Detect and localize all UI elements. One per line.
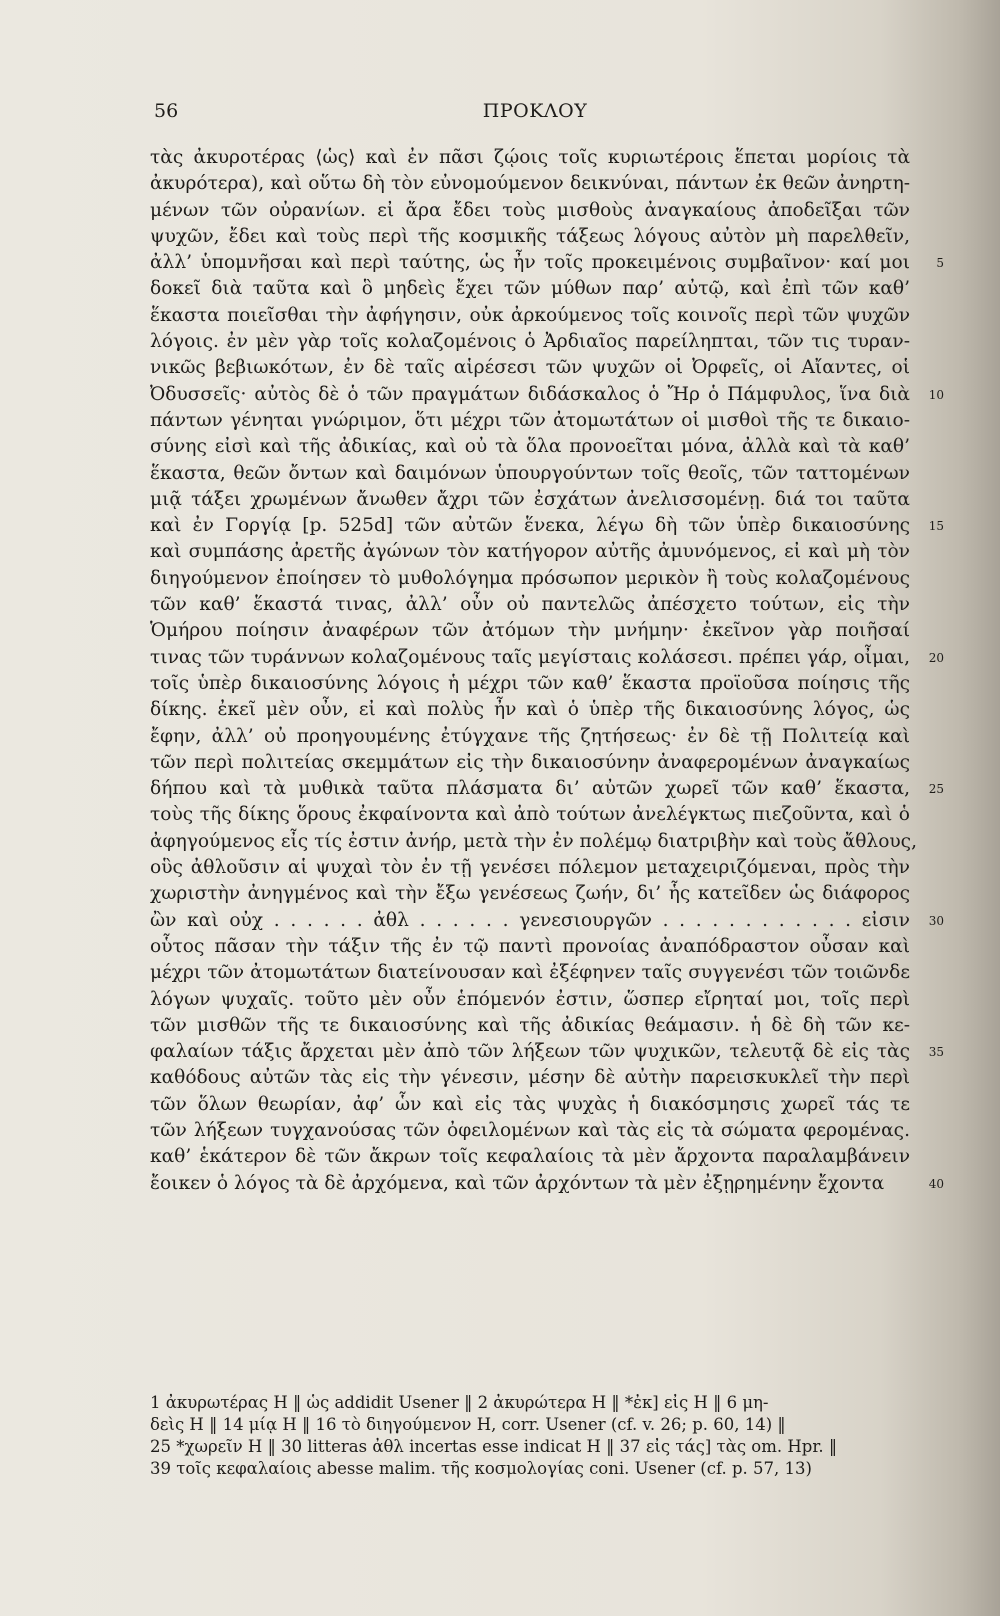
text-line: [150, 382, 944, 408]
text-line-content: δοκεῖ διὰ ταῦτα καὶ ὃ μηδεὶς ἔχει τῶν μύθων παρ’ αὐτῷ, καὶ ἐπὶ τῶν καθ’: [150, 278, 910, 300]
footnote-line: 39 τοῖς κεφαλαίοις abesse malim. τῆς κοσμολογίας coni. Usener (cf. p. 57, 13): [150, 1459, 812, 1478]
text-line: [150, 881, 910, 907]
text-line-content: τῶν περὶ πολιτείας σκεμμάτων εἰς τὴν δικαιοσύνην ἀναφερομένων ἀναγκαίως: [150, 751, 910, 773]
footnote-line: δεὶς H ‖ 14 μίᾳ H ‖ 16 τὸ διηγούμενον H, corr. Usener (cf. v. 26; p. 60, 14) ‖: [150, 1415, 786, 1434]
text-line: [150, 1065, 910, 1091]
text-line: [150, 408, 910, 434]
text-line-content: τινας τῶν τυράννων κολαζομένους ταῖς μεγίσταις κολάσεσι. πρέπει γάρ, οἶμαι,: [150, 646, 910, 668]
text-line: [150, 487, 910, 513]
text-line: [150, 1144, 910, 1170]
text-line: [150, 1118, 910, 1144]
text-line: [150, 855, 910, 881]
text-line: [150, 592, 910, 618]
text-line: [150, 1092, 910, 1118]
text-line: [150, 802, 910, 828]
text-line: [150, 960, 910, 986]
text-line-content: δήπου καὶ τὰ μυθικὰ ταῦτα πλάσματα δι’ αὐτῶν χωρεῖ τῶν καθ’ ἕκαστα,: [150, 778, 910, 800]
text-line-content: σύνης εἰσὶ καὶ τῆς ἀδικίας, καὶ οὐ τὰ ὅλα προνοεῖται μόνα, ἀλλὰ καὶ τὰ καθ’: [150, 436, 910, 458]
text-line-content: καθόδους αὐτῶν τὰς εἰς τὴν γένεσιν, μέσην δὲ αὐτὴν παρεισκυκλεῖ τὴν περὶ: [150, 1067, 910, 1089]
text-line: [150, 513, 944, 539]
text-line-content: καθ’ ἑκάτερον δὲ τῶν ἄκρων τοῖς κεφαλαίοις τὰ μὲν ἄρχοντα παραλαμβάνειν: [150, 1146, 910, 1168]
text-line: [150, 355, 910, 381]
text-line-content: οὗτος πᾶσαν τὴν τάξιν τῆς ἐν τῷ παντὶ προνοίας ἀναπόδραστον οὖσαν καὶ: [150, 935, 910, 957]
text-line: [150, 618, 910, 644]
text-line-content: τοὺς τῆς δίκης ὅρους ἐκφαίνοντα καὶ ἀπὸ τούτων ἀνελέγκτως πιεζοῦντα, καὶ ὁ: [150, 804, 910, 826]
text-line: [150, 1171, 944, 1197]
text-line: [150, 908, 944, 934]
text-line-content: δίκης. ἐκεῖ μὲν οὖν, εἰ καὶ πολὺς ἦν καὶ ὁ ὑπὲρ τῆς δικαιοσύνης λόγος, ὡς: [150, 699, 910, 721]
text-line: [150, 697, 910, 723]
text-line-content: τῶν ὅλων θεωρίαν, ἀφ’ ὧν καὶ εἰς τὰς ψυχὰς ἡ διακόσμησις χωρεῖ τάς τε: [150, 1093, 910, 1115]
text-line-content: ψυχῶν, ἔδει καὶ τοὺς περὶ τῆς κοσμικῆς τάξεως λόγους αὐτὸν μὴ παρελθεῖν,: [150, 225, 910, 247]
text-line-content: καὶ συμπάσης ἀρετῆς ἀγώνων τὸν κατήγορον αὐτῆς ἀμυνόμενος, εἰ καὶ μὴ τὸν: [150, 541, 910, 563]
text-line-content: ἀλλ’ ὑπομνῆσαι καὶ περὶ ταύτης, ὡς ἦν τοῖς προκειμένοις συμβαῖνον· καί μοι: [150, 252, 910, 274]
text-line: [150, 829, 918, 855]
line-number: 10: [928, 387, 944, 402]
text-line-content: μέχρι τῶν ἀτομωτάτων διατείνουσαν καὶ ἐξέφηνεν ταῖς συγγενέσι τῶν τοιῶνδε: [150, 962, 910, 984]
text-line-content: Ὁμήρου ποίησιν ἀναφέρων τῶν ἀτόμων τὴν μνήμην· ἐκεῖνον γὰρ ποιῆσαί: [150, 620, 910, 642]
text-line: [150, 1013, 910, 1039]
line-number: 20: [928, 650, 944, 665]
text-line-content: Ὀδυσσεῖς· αὐτὸς δὲ ὁ τῶν πραγμάτων διδάσκαλος ὁ Ἤρ ὁ Πάμφυλος, ἵνα διὰ: [150, 383, 910, 405]
text-line: [150, 539, 910, 565]
text-line-content: πάντων γένηται γνώριμον, ὅτι μέχρι τῶν ἀτομωτάτων οἱ μισθοὶ τῆς τε δικαιο-: [150, 409, 910, 431]
main-text: [150, 145, 944, 1197]
text-line-content: τῶν λήξεων τυγχανούσας τῶν ὀφειλομένων καὶ τὰς εἰς τὰ σώματα φερομένας.: [150, 1119, 910, 1141]
text-line-content: χωριστὴν ἀνηγμένος καὶ τὴν ἔξω γενέσεως ζωήν, δι’ ἧς κατεῖδεν ὡς διάφορος: [150, 883, 910, 905]
text-line-content: ὢν καὶ οὐχ . . . . . . ἀθλ . . . . . . γενεσιουργῶν . . . . . . . . . . . . εἰσιν: [150, 909, 910, 931]
line-number: 25: [928, 782, 944, 797]
running-title: ΠΡΟΚΛΟΥ: [482, 100, 588, 122]
text-line-content: ἔφην, ἀλλ’ οὐ προηγουμένης ἐτύγχανε τῆς ζητήσεως· ἐν δὲ τῇ Πολιτείᾳ καὶ: [150, 725, 910, 747]
text-line-content: τὰς ἀκυροτέρας ⟨ὡς⟩ καὶ ἐν πᾶσι ζῴοις τοῖς κυριωτέροις ἕπεται μορίοις τὰ: [150, 147, 910, 168]
text-line-content: μένων τῶν οὐρανίων. εἰ ἄρα ἔδει τοὺς μισθοὺς ἀναγκαίους ἀποδεῖξαι τῶν: [150, 199, 910, 221]
text-line-content: οὓς ἀθλοῦσιν αἱ ψυχαὶ τὸν ἐν τῇ γενέσει πόλεμον μεταχειριζόμεναι, πρὸς τὴν: [150, 857, 910, 879]
text-line: [150, 250, 944, 276]
text-line-content: ἕκαστα, θεῶν ὄντων καὶ δαιμόνων ὑπουργούντων τοῖς θεοῖς, τῶν ταττομένων: [150, 462, 910, 484]
text-line-content: φαλαίων τάξις ἄρχεται μὲν ἀπὸ τῶν λήξεων τῶν ψυχικῶν, τελευτᾷ δὲ εἰς τὰς: [150, 1041, 910, 1063]
text-line-content: λόγοις. ἐν μὲν γὰρ τοῖς κολαζομένοις ὁ Ἀρδιαῖος παρείληπται, τῶν τις τυραν-: [150, 331, 910, 353]
text-line-content: λόγων ψυχαῖς. τοῦτο μὲν οὖν ἑπόμενόν ἐστιν, ὥσπερ εἴρηταί μοι, τοῖς περὶ: [150, 988, 910, 1010]
text-line-content: τοῖς ὑπὲρ δικαιοσύνης λόγοις ἡ μέχρι τῶν καθ’ ἕκαστα προϊοῦσα ποίησις τῆς: [150, 672, 910, 694]
text-line: [150, 461, 910, 487]
critical-apparatus: [150, 1392, 920, 1480]
text-line: [150, 329, 910, 355]
text-line: [150, 934, 910, 960]
text-line-content: καὶ ἐν Γοργίᾳ [p. 525d] τῶν αὐτῶν ἕνεκα, λέγω δὴ τῶν ὑπὲρ δικαιοσύνης: [150, 515, 910, 537]
page-number: 56: [154, 100, 179, 122]
text-line-content: νικῶς βεβιωκότων, ἐν δὲ ταῖς αἱρέσεσι τῶν ψυχῶν οἱ Ὀρφεῖς, οἱ Αἴαντες, οἱ: [150, 357, 910, 379]
text-line: [150, 303, 910, 329]
text-line: [150, 566, 910, 592]
text-line: [150, 987, 910, 1013]
line-number: 5: [936, 256, 944, 271]
footnote-line: 25 *χωρεῖν H ‖ 30 litteras ἀθλ incertas esse indicat H ‖ 37 εἰς τάς] τὰς om. Hpr. ‖: [150, 1437, 838, 1456]
text-line-content: ἀκυρότερα), καὶ οὕτω δὴ τὸν εὐνομούμενον δεικνύναι, πάντων ἐκ θεῶν ἀνηρτη-: [150, 173, 910, 195]
text-line-content: ἀφηγούμενος εἶς τίς ἐστιν ἀνήρ, μετὰ τὴν ἐν πολέμῳ διατριβὴν καὶ τοὺς ἄθλους,: [150, 830, 918, 852]
text-line: [150, 724, 910, 750]
text-line: [150, 750, 910, 776]
text-line: [150, 224, 910, 250]
text-line-content: ἕκαστα ποιεῖσθαι τὴν ἀφήγησιν, οὐκ ἀρκούμενος τοῖς κοινοῖς περὶ τῶν ψυχῶν: [150, 304, 910, 326]
text-line: [150, 776, 944, 802]
text-line: [150, 434, 910, 460]
text-line: [150, 645, 944, 671]
text-line-content: διηγούμενον ἐποίησεν τὸ μυθολόγημα πρόσωπον μερικὸν ἢ τοὺς κολαζομένους: [150, 567, 910, 589]
line-number: 40: [928, 1176, 944, 1191]
footnote-line: 1 ἀκυρωτέρας H ‖ ὡς addidit Usener ‖ 2 ἀκυρώτερα H ‖ *ἐκ] εἰς H ‖ 6 μη-: [150, 1393, 769, 1412]
text-line-content: ἔοικεν ὁ λόγος τὰ δὲ ἀρχόμενα, καὶ τῶν ἀρχόντων τὰ μὲν ἐξῃρημένην ἔχοντα: [150, 1172, 885, 1194]
text-line: [150, 671, 910, 697]
line-number: 35: [928, 1045, 944, 1060]
text-line-content: τῶν καθ’ ἕκαστά τινας, ἀλλ’ οὖν οὐ παντελῶς ἀπέσχετο τούτων, εἰς τὴν: [150, 594, 910, 616]
line-number: 30: [928, 913, 944, 928]
text-line-content: μιᾷ τάξει χρωμένων ἄνωθεν ἄχρι τῶν ἐσχάτων ἀνελισσομένῃ. διά τοι ταῦτα: [150, 488, 910, 510]
line-number: 15: [928, 519, 944, 534]
running-head: [150, 100, 920, 130]
text-line: [150, 1039, 944, 1065]
text-line: [150, 171, 910, 197]
text-line: [150, 198, 910, 224]
text-line: [150, 276, 910, 302]
text-line-content: τῶν μισθῶν τῆς τε δικαιοσύνης καὶ τῆς ἀδικίας θεάμασιν. ἡ δὲ δὴ τῶν κε-: [150, 1014, 910, 1036]
text-line: [150, 145, 910, 171]
